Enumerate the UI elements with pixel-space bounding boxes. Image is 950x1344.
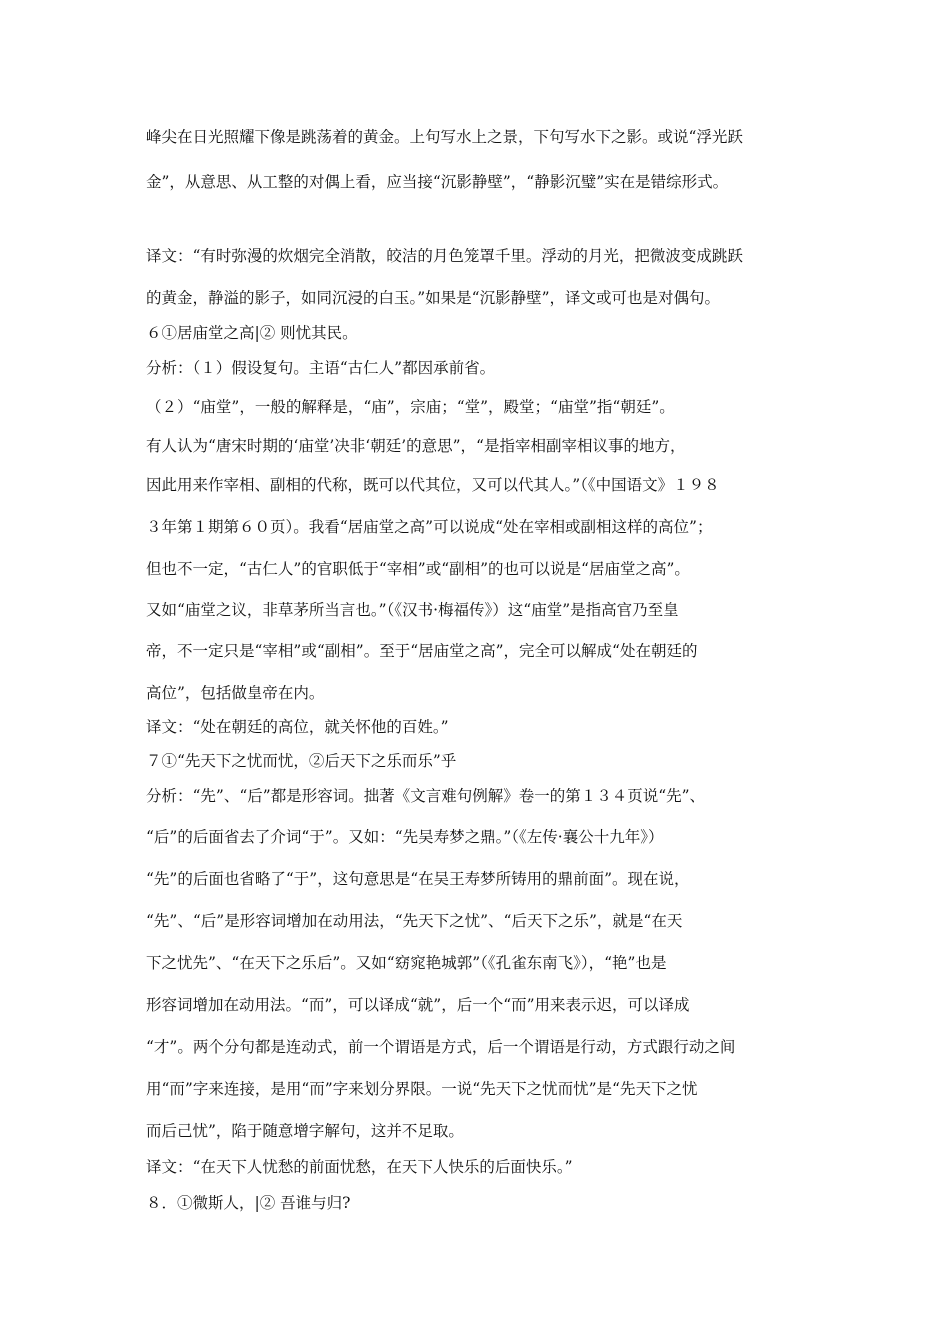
- text-line: 而后己忧”，陷于随意增字解句，这并不足取。: [146, 1122, 464, 1140]
- text-line: “先”的后面也省略了“于”，这句意思是“在吴王寿梦所铸用的鼎前面”。现在说，: [146, 870, 690, 888]
- text-line: 用“而”字来连接，是用“而”字来划分界限。一说“先天下之忧而忧”是“先天下之忧: [146, 1080, 698, 1098]
- text-line: ３年第１期第６０页）。我看“居庙堂之高”可以说成“处在宰相或副相这样的高位”；: [146, 518, 713, 536]
- text-line: 但也不一定，“古仁人”的官职低于“宰相”或“副相”的也可以说是“居庙堂之高”。: [146, 560, 690, 578]
- text-line: 因此用来作宰相、副相的代称，既可以代其位，又可以代其人。”（《中国语文》１９８: [146, 476, 720, 494]
- text-line: 峰尖在日光照耀下像是跳荡着的黄金。上句写水上之景，下句写水下之影。或说“浮光跃: [146, 128, 743, 146]
- text-line: （２）“庙堂”，一般的解释是，“庙”，宗庙；“堂”，殿堂；“庙堂”指“朝廷”。: [146, 398, 675, 416]
- text-line: 译文：“处在朝廷的高位，就关怀他的百姓。”: [146, 718, 449, 736]
- text-line: 形容词增加在动用法。“而”，可以译成“就”，后一个“而”用来表示迟，可以译成: [146, 996, 690, 1014]
- text-line: 有人认为“唐宋时期的‘庙堂’决非‘朝廷’的意思”，“是指宰相副宰相议事的地方，: [146, 437, 686, 455]
- section-heading: ８．①微斯人，|② 吾谁与归?: [146, 1194, 351, 1212]
- text-line: 分析：“先”、“后”都是形容词。拙著《文言难句例解》卷一的第１３４页说“先”、: [146, 787, 706, 805]
- text-line: 下之忧先”、“在天下之乐后”。又如“窈窕艳城郭”（《孔雀东南飞》），“艳”也是: [146, 954, 667, 972]
- text-line: “才”。两个分句都是连动式，前一个谓语是方式，后一个谓语是行动，方式跟行动之间: [146, 1038, 736, 1056]
- text-line: 译文：“在天下人忧愁的前面忧愁，在天下人快乐的后面快乐。”: [146, 1158, 573, 1176]
- text-line: 译文：“有时弥漫的炊烟完全消散，皎洁的月色笼罩千里。浮动的月光，把微波变成跳跃: [146, 247, 743, 265]
- text-line: 高位”，包括做皇帝在内。: [146, 684, 325, 702]
- text-line: 分析：（１）假设复句。主语“古仁人”都因承前省。: [146, 359, 496, 377]
- text-line: 的黄金，静溢的影子，如同沉浸的白玉。”如果是“沉影静壁”，译文或可也是对偶句。: [146, 289, 721, 307]
- section-heading: ６①居庙堂之高|② 则忧其民。: [146, 324, 358, 342]
- section-heading: ７①“先天下之忧而忧，②后天下之乐而乐”乎: [146, 752, 457, 770]
- text-line: 又如“庙堂之议，非草茅所当言也。”（《汉书·梅福传》）这“庙堂”是指高官乃至皇: [146, 601, 679, 619]
- text-line: 金”，从意思、从工整的对偶上看，应当接“沉影静壁”，“静影沉璧”实在是错综形式。: [146, 173, 729, 191]
- text-line: “后”的后面省去了介词“于”。又如：“先吴寿梦之鼎。”（《左传·襄公十九年》）: [146, 828, 664, 846]
- text-line: 帝，不一定只是“宰相”或“副相”。至于“居庙堂之高”，完全可以解成“处在朝廷的: [146, 642, 698, 660]
- text-line: “先”、“后”是形容词增加在动用法，“先天下之忧”、“后天下之乐”，就是“在天: [146, 912, 683, 930]
